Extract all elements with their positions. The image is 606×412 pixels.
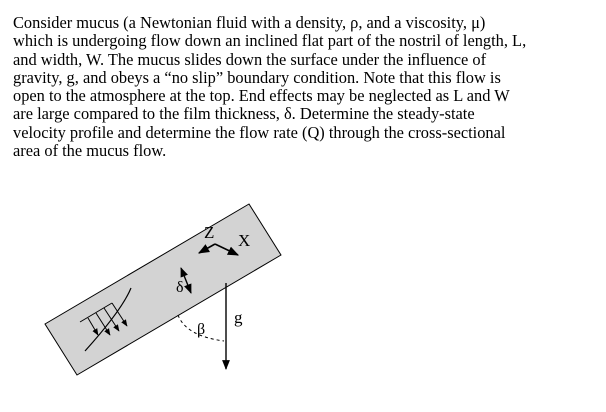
problem-line-4: gravity, g, and obeys a “no slip” boundary condition. Note that this flow is <box>13 67 501 87</box>
problem-line-5: open to the atmosphere at the top. End effects may be neglected as L and W <box>13 86 510 106</box>
problem-line-2: which is undergoing flow down an inclined flat part of the nostril of length, L, <box>13 31 527 51</box>
thickness-label: δ <box>176 279 184 296</box>
gravity-label: g <box>234 308 243 327</box>
x-axis-label: X <box>238 231 251 250</box>
angle-label: β <box>197 321 206 338</box>
problem-line-8: area of the mucus flow. <box>13 141 167 161</box>
problem-line-3: and width, W. The mucus slides down the surface under the influence of <box>13 49 487 69</box>
problem-line-6: are large compared to the film thickness, δ. Determine the steady-state <box>13 104 475 124</box>
z-axis-label: Z <box>204 223 215 242</box>
problem-line-7: velocity profile and determine the flow rate (Q) through the cross-sectional <box>13 122 506 142</box>
mucus-film-band <box>45 204 281 375</box>
problem-line-1: Consider mucus (a Newtonian fluid with a density, ρ, and a viscosity, μ) <box>13 13 486 32</box>
